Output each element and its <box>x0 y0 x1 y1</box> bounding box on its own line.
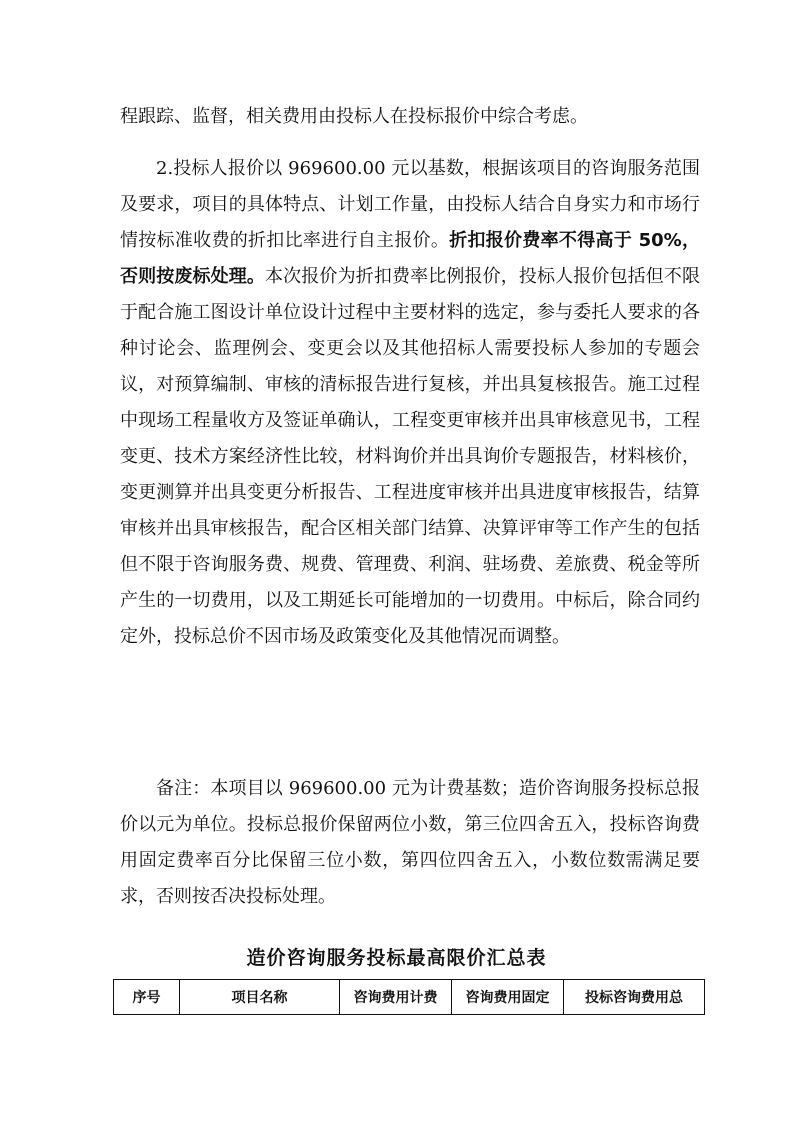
header-fee-basis: 咨询费用计费 <box>340 980 452 1015</box>
paragraph-bid-pricing <box>120 151 700 655</box>
table-title: 造价咨询服务投标最高限价汇总表 <box>246 947 547 969</box>
header-project-name: 项目名称 <box>180 980 340 1015</box>
paragraph-remarks <box>120 771 700 915</box>
header-total-fee: 投标咨询费用总 <box>564 980 705 1015</box>
paragraph-text: 2.投标人报价以 969600.00 元以基数，根据该项目的咨询服务范围及要求，项目的具体特点、计划工作量，由投标人结合自身实力和市场行情按标准收费的折扣比率进行自主报价。 <box>120 158 700 251</box>
paragraph-text: 备注：本项目以 969600.00 元为计费基数；造价咨询服务投标总报价以元为单位。投标总报价保留两位小数，第三位四舍五入，投标咨询费用固定费率百分比保留三位小数，第四位四舍五入，小数位数需满足要求，否则按否决投标处理。 <box>120 778 700 907</box>
table-header-row <box>114 980 705 1015</box>
paragraph-text: 程跟踪、监督，相关费用由投标人在投标报价中综合考虑。 <box>120 106 588 127</box>
paragraph-continuation <box>120 99 700 135</box>
header-fixed-fee: 咨询费用固定 <box>452 980 564 1015</box>
header-serial-number: 序号 <box>114 980 180 1015</box>
paragraph-text: 本次报价为折扣费率比例报价，投标人报价包括但不限于配合施工图设计单位设计过程中主要材料的选定，参与委托人要求的各种讨论会、监理例会、变更会以及其他招标人需要投标人参加的专题会议，对预算编制、审核的清标报告进行复核，并出具复核报告。施工过程中现场工程量收方及签证单确认，工程变更审核并出具审核意见书，工程变更、技术方案经济性比较，材料询价并出具询价专题报告，材料核价，变更测算并出具变更分析报告、工程进度审核并出具进度审核报告，结算审核并出具审核报告，配合区相关部门结算、决算评审等工作产生的包括但不限于咨询服务费、规费、管理费、利润、驻场费、差旅费、税金等所产生的一切费用，以及工期延长可能增加的一切费用。中标后，除合同约定外，投标总价不因市场及政策变化及其他情况而调整。 <box>120 266 701 647</box>
bold-requirement-text: 折扣报价费率不得高于 50%，否则按废标处理。 <box>120 230 700 287</box>
summary-table <box>113 979 705 1015</box>
